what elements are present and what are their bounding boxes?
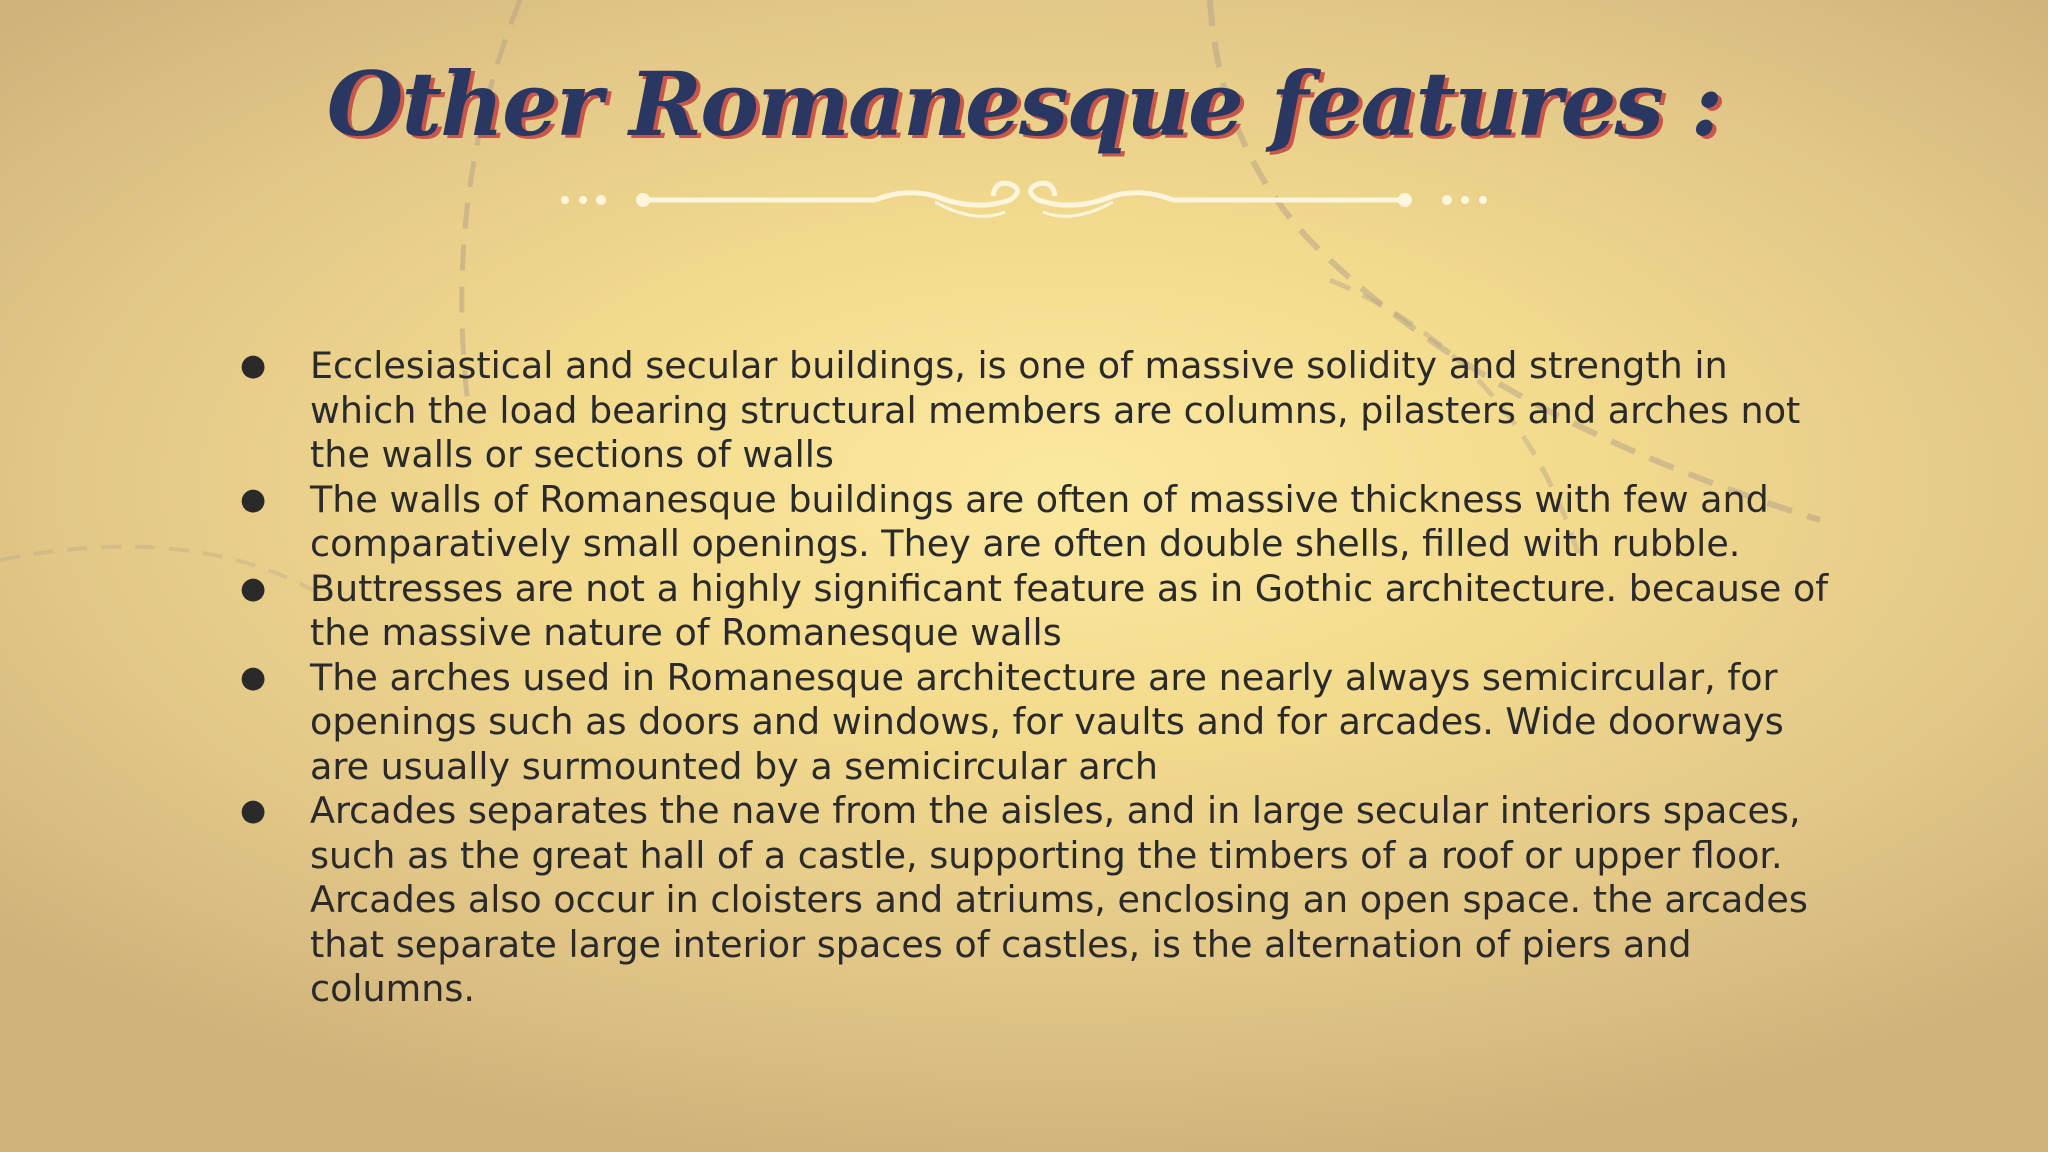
slide-title: Other Romanesque features :	[326, 52, 1722, 156]
bullet-list	[238, 344, 1838, 1012]
bullet-text: Buttresses are not a highly significant feature as in Gothic architecture. because of the massive nature of Romanesque walls	[310, 566, 1829, 654]
bullet-text: The arches used in Romanesque architecture are nearly always semicircular, for openings such as doors and windows, for vaults and for arcades. Wide doorways are usually surmounted by a semicircular arch	[310, 655, 1784, 788]
bullet-text: The walls of Romanesque buildings are often of massive thickness with few and comparatively small openings. They are often double shells, filled with rubble.	[310, 477, 1769, 565]
bullet-text: Ecclesiastical and secular buildings, is one of massive solidity and strength in which the load bearing structural members are columns, pilasters and arches not the walls or sections of walls	[310, 344, 1801, 476]
bullet-dot-icon: ●	[240, 481, 267, 517]
bullet-dot-icon: ●	[240, 793, 267, 828]
bullet-item	[238, 344, 1838, 478]
bullet-item	[238, 656, 1838, 790]
bullet-item	[238, 567, 1838, 656]
bullet-dot-icon: ●	[240, 570, 267, 606]
bullet-item	[238, 789, 1838, 1012]
bullet-text: Arcades separates the nave from the aisles, and in large secular interiors spaces, such as the great hall of a castle, supporting the timbers of a roof or upper floor. Arcades also occur in cloisters and atriums, enclosing an open space. the arcades that separate large interior spaces of castles, is the alternation of piers and columns.	[310, 789, 1808, 1010]
bullet-dot-icon: ●	[240, 348, 267, 383]
bullet-dot-icon: ●	[240, 659, 267, 695]
ornamental-divider	[555, 172, 1493, 228]
bullet-item	[238, 478, 1838, 567]
